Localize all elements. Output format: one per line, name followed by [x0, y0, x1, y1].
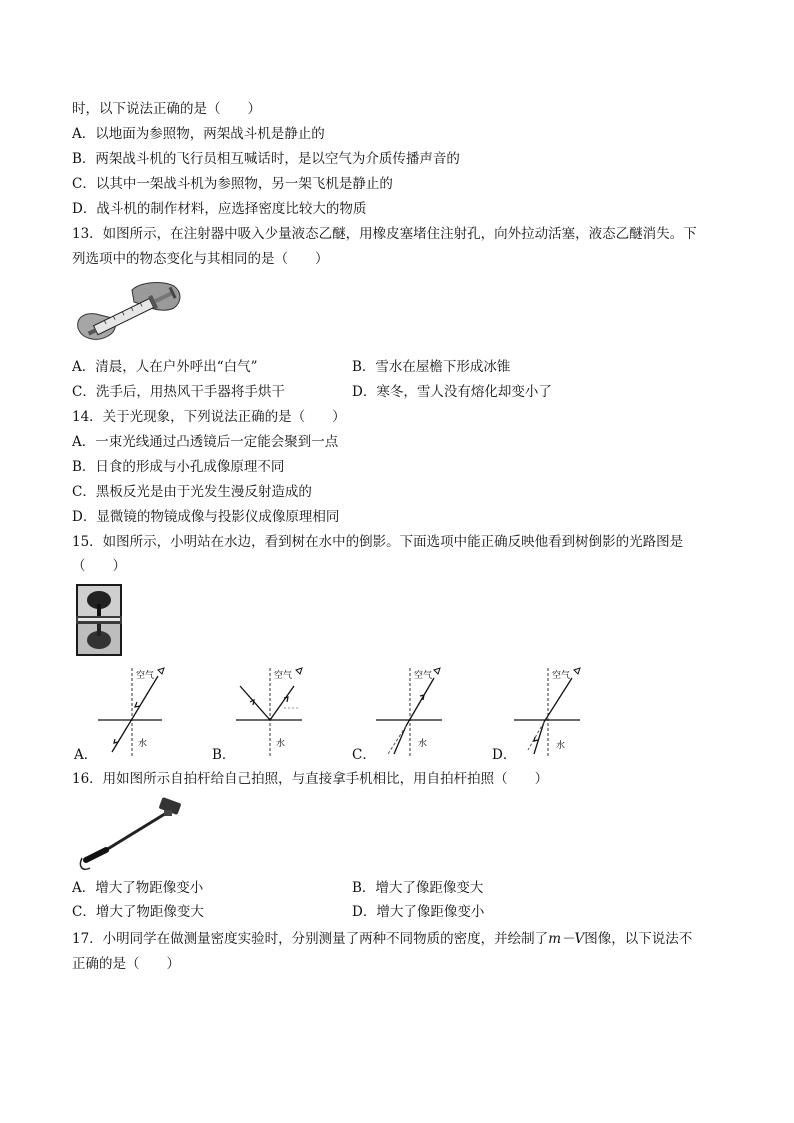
option-d-letter: D． [492, 747, 517, 763]
option-c-letter: C． [352, 747, 376, 763]
q14-stem: 14．关于光现象，下列说法正确的是（ ） [72, 409, 346, 425]
q13-option-b: B．雪水在屋檐下形成冰锥 [352, 359, 511, 375]
air-label: 空气 [274, 671, 293, 681]
option-a-letter: A． [74, 747, 98, 763]
q17-stem-line2: 正确的是（ ） [72, 956, 180, 972]
water-label: 水 [418, 739, 428, 749]
q17-stem-line1 [72, 930, 692, 948]
option-b-letter: B． [212, 747, 236, 763]
q16-option-d: D．增大了像距像变小 [352, 904, 485, 920]
m-v-formula: m－V [548, 931, 585, 947]
q13-option-c: C．洗手后，用热风干手器将手烘干 [72, 384, 285, 400]
q12-option-a: A．以地面为参照物，两架战斗机是静止的 [72, 126, 325, 142]
tree-reflection-photo [76, 584, 122, 656]
q13-option-d: D．寒冬，雪人没有熔化却变小了 [352, 384, 552, 400]
air-label: 空气 [552, 671, 571, 681]
q17-stem-text: 17．小明同学在做测量密度实验时，分别测量了两种不同物质的密度，并绘制了 [72, 931, 549, 947]
q14-option-c: C．黑板反光是由于光发生漫反射造成的 [72, 484, 312, 500]
q14-option-b: B．日食的形成与小孔成像原理不同 [72, 459, 285, 475]
light-path-diagram-b [230, 664, 340, 760]
q12-option-b: B．两架战斗机的飞行员相互喊话时，是以空气为介质传播声音的 [72, 151, 460, 167]
q14-option-a: A．一束光线通过凸透镜后一定能会聚到一点 [72, 434, 339, 450]
q17-stem-text-end: 图像，以下说法不 [584, 931, 693, 947]
q12-option-c: C．以其中一架战斗机为参照物，另一架飞机是静止的 [72, 176, 393, 192]
q13-stem-line1: 13．如图所示，在注射器中吸入少量液态乙醚，用橡皮塞堵住注射孔，向外拉动活塞，液态乙醚消失。下 [72, 226, 697, 242]
air-label: 空气 [414, 671, 433, 681]
q13-stem-line2: 列选项中的物态变化与其相同的是（ ） [72, 251, 329, 267]
q16-option-a: A．增大了物距像变小 [72, 880, 204, 896]
light-path-diagram-c [370, 664, 480, 760]
water-label: 水 [138, 739, 148, 749]
q15-stem-line1: 15．如图所示，小明站在水边，看到树在水中的倒影。下面选项中能正确反映他看到树倒影的光路图是 [72, 534, 684, 550]
q16-stem: 16．用如图所示自拍杆给自己拍照，与直接拿手机相比，用自拍杆拍照（ ） [72, 771, 549, 787]
water-label: 水 [276, 739, 286, 749]
eye-icon [296, 668, 302, 674]
light-path-diagram-a [92, 664, 202, 760]
q16-option-b: B．增大了像距像变大 [352, 880, 484, 896]
q13-option-a: A．清晨，人在户外呼出“白气” [72, 359, 258, 375]
eye-icon [574, 668, 580, 674]
light-path-diagram-d [508, 664, 618, 760]
water-label: 水 [556, 741, 566, 751]
selfie-stick-image [76, 796, 186, 874]
q15-stem-line2: （ ） [72, 558, 126, 574]
q12-stem-tail: 时，以下说法正确的是（ ） [72, 101, 261, 117]
eye-icon [434, 668, 440, 674]
eye-icon [158, 668, 164, 674]
syringe-image [74, 280, 184, 346]
q14-option-d: D．显微镜的物镜成像与投影仪成像原理相同 [72, 509, 340, 525]
q12-option-d: D．战斗机的制作材料，应选择密度比较大的物质 [72, 201, 367, 217]
q16-option-c: C．增大了物距像变大 [72, 904, 204, 920]
air-label: 空气 [136, 671, 155, 681]
